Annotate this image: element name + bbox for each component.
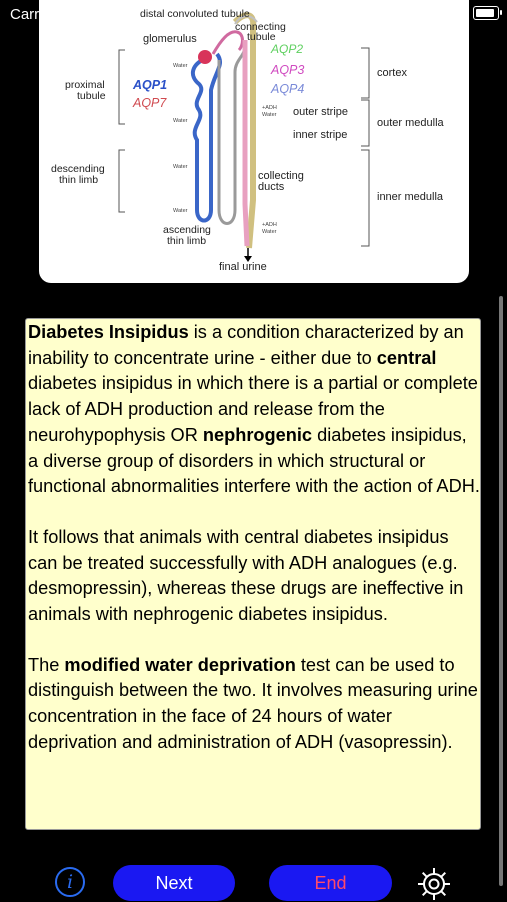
inner-medulla-bracket — [361, 150, 369, 246]
connecting-label-1: connecting — [235, 21, 286, 33]
proximal-label-2: tubule — [77, 90, 106, 102]
descending-bracket — [119, 150, 125, 212]
collecting-label-2: ducts — [258, 181, 285, 193]
term-diabetes-insipidus: Diabetes Insipidus — [28, 322, 189, 342]
info-icon[interactable]: i — [55, 867, 85, 897]
battery-tip — [500, 10, 502, 15]
term-nephrogenic: nephrogenic — [202, 424, 313, 445]
nephron-diagram — [39, 0, 469, 283]
status-carrier: Carr — [10, 6, 40, 23]
final-urine-label: final urine — [219, 261, 267, 273]
water-label-3: Water — [173, 164, 188, 170]
aqp1-label: AQP1 — [133, 78, 168, 92]
cortex-bracket — [361, 48, 369, 98]
water-label-1: Water — [173, 63, 188, 69]
aqp7-label: AQP7 — [133, 96, 167, 110]
cortex-label: cortex — [377, 67, 407, 79]
proximal-bracket — [119, 50, 125, 124]
term-modified-water-deprivation: modified water deprivation — [64, 654, 296, 675]
battery-icon — [473, 6, 499, 20]
proximal-label-1: proximal — [65, 79, 105, 91]
distal-tubule-path — [213, 32, 243, 54]
aqp3-label: AQP3 — [271, 63, 305, 77]
proximal-tubule-path — [193, 54, 220, 221]
ascending-label-2: thin limb — [167, 235, 207, 247]
outer-stripe-label: outer stripe — [293, 106, 349, 118]
term-central: central — [376, 347, 437, 368]
distal-label: distal convoluted tubule — [140, 8, 250, 20]
ascending-label-1: ascending — [163, 224, 211, 236]
paragraph-2: It follows that animals with central diabetes insipidus can be treated successfully with ADH analogues (e.g. desmopressin), whereas these drugs are ineffective in animals with nephrogenic diabetes insipidus. — [28, 526, 464, 625]
glomerulus-label: glomerulus — [143, 33, 197, 45]
inner-medulla-label: inner medulla — [377, 191, 444, 203]
descending-label-1: descending — [51, 163, 105, 175]
descending-label-2: thin limb — [59, 174, 99, 186]
adh-water-label-1: Water — [262, 112, 277, 118]
paragraph-1: Diabetes Insipidus is a condition characterized by an inability to concentrate urine - either due to central diabetes insipidus in which there is a partial or complete lack of ADH production and release from the neurohypophysis OR nephrogenic diabetes insipidus, a diverse group of disorders in which structural or functional abnormalities interfere with the action of ADH. — [28, 322, 480, 497]
aqp4-label: AQP4 — [271, 82, 305, 96]
adh-label-1: +ADH — [262, 105, 277, 111]
gear-icon[interactable] — [416, 866, 452, 902]
next-button[interactable]: Next — [113, 865, 235, 901]
collecting-label-1: collecting — [258, 170, 304, 182]
outer-medulla-label: outer medulla — [377, 117, 444, 129]
adh-water-label-2: Water — [262, 229, 277, 235]
paragraph-3: The modified water deprivation test can be used to distinguish between the two. It involves measuring urine concentration in the face of 24 hours of water deprivation and administration of ADH (vasopressin). — [28, 654, 478, 752]
inner-stripe-label: inner stripe — [293, 129, 348, 141]
scrollbar[interactable] — [499, 296, 503, 886]
water-label-2: Water — [173, 118, 188, 124]
aqp2-label: AQP2 — [271, 42, 304, 56]
water-label-4: Water — [173, 208, 188, 214]
explanation-panel — [25, 318, 481, 830]
adh-label-2: +ADH — [262, 222, 277, 228]
glomerulus-shape — [198, 50, 212, 64]
connecting-label-2: tubule — [247, 31, 276, 43]
collecting-duct-pink — [245, 40, 247, 246]
outer-medulla-bracket — [361, 100, 369, 146]
end-button[interactable]: End — [269, 865, 392, 901]
loop-henle-path — [219, 46, 245, 224]
